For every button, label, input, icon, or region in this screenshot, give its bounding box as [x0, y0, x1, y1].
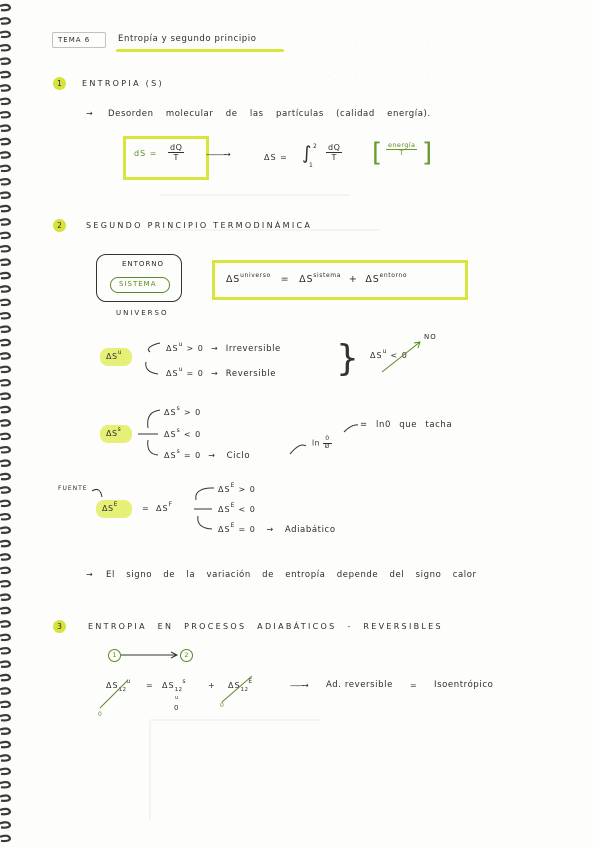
unit-fraction: $\frac{\text{energía}}{T}$: [388, 141, 416, 158]
zero-universe: 0: [98, 711, 102, 718]
adiabatic-reversible: Ad. reversible: [326, 680, 393, 690]
section-title-3: ENTROPIA EN PROCESOS ADIABÁTICOS - REVERSIBLES: [88, 622, 443, 631]
page-title: Entropía y segundo principio: [118, 34, 257, 44]
section-number-3: 3: [53, 620, 66, 633]
universo-label: UNIVERSO: [116, 309, 169, 317]
integrand: $\frac{dQ}{T}$: [328, 143, 341, 163]
show-through: · · · · · · · · · · · · · · ·: [318, 180, 450, 189]
section-title-2: SEGUNDO PRINCIPIO TERMODINÁMICA: [86, 221, 313, 230]
strike-line-icon: [222, 676, 252, 702]
dsu-row-1: $\Delta S^u > 0$ → Irreversible: [166, 341, 281, 354]
ln-expression: ln $\frac{0}{Ø}$: [312, 435, 330, 450]
long-arrow-icon: ———→: [206, 150, 229, 159]
dss-row-3: $\Delta S^s = 0$ → Ciclo: [164, 448, 251, 461]
fuente-label: FUENTE: [58, 485, 88, 492]
arrow-icon: →: [86, 570, 93, 579]
strike-line-icon: [100, 680, 128, 708]
integral-symbol: ∫: [302, 143, 312, 164]
state-1-circle: 1: [108, 649, 121, 662]
section-number-2: 2: [53, 219, 66, 232]
branch-arrow-icon: [148, 440, 158, 455]
entorno-label: ENTORNO: [122, 260, 165, 268]
result-equals: =: [410, 681, 419, 690]
strike-arrow-icon: [382, 342, 420, 372]
dse-row-2: $\Delta S^E < 0$: [218, 502, 256, 514]
branch-arrow-icon: [196, 488, 214, 500]
dq-over-t: $\frac{dQ}{T}$: [170, 143, 183, 163]
integral-upper: 2: [313, 143, 317, 150]
section-title-1: ENTROPIA (S): [82, 79, 164, 88]
unit-bracket-right: ]: [422, 138, 433, 168]
entropy-definition: Desorden molecular de las partículas (calidad energía).: [108, 109, 431, 119]
dse-equals: =: [142, 504, 151, 513]
section-number-1: 1: [53, 77, 66, 90]
sign-note: El signo de la variación de entropía depende del signo calor: [106, 570, 477, 580]
show-through: · · · · · · · · · · · · · · ·: [318, 72, 450, 81]
tema-label: TEMA 6: [58, 36, 91, 44]
adiabatic-plus: +: [208, 681, 217, 690]
dse-row-3: $\Delta S^E = 0$ → Adiabático: [218, 522, 336, 535]
dse-label: $\Delta S^E$: [102, 501, 118, 513]
curly-brace-icon: }: [336, 338, 359, 379]
arrow-icon: →: [86, 109, 93, 118]
dse-fuente: $\Delta S^F$: [156, 501, 173, 513]
zero-system: 0: [174, 704, 179, 712]
curved-pointer-icon: [344, 425, 358, 432]
branch-arrow-icon: [148, 410, 160, 428]
second-law-equation: $\Delta S^{universo} = \Delta S^{sistema} + \Delta S^{entorno}$: [226, 272, 408, 285]
dsu-label: $\Delta S^u$: [106, 349, 122, 361]
impossible-condition: $\Delta S^u < 0$: [370, 348, 408, 360]
hook-arrow-icon: [92, 489, 102, 497]
adiabatic-term-entorno: $\Delta S_{12}^E$: [228, 678, 253, 693]
adiabatic-term-system: $\Delta S_{12}^s$: [162, 678, 187, 693]
zero-system-mark: u: [175, 695, 179, 701]
branch-arrow-icon: [146, 362, 158, 374]
adiabatic-term-universe: $\Delta S_{12}^u$: [106, 678, 131, 693]
long-arrow-icon: ——→: [290, 681, 307, 690]
show-through: [150, 195, 380, 820]
dss-row-2: $\Delta S^s < 0$: [164, 427, 202, 439]
adiabatic-equals: =: [146, 681, 155, 690]
delta-s-integral: ΔS =: [264, 153, 288, 162]
branch-arrow-icon: [148, 343, 160, 352]
integral-lower: 1: [309, 162, 313, 169]
dss-row-1: $\Delta S^s > 0$: [164, 405, 202, 417]
state-2-circle: 2: [180, 649, 193, 662]
sistema-label: SISTEMA: [119, 280, 157, 288]
no-label: NO: [424, 333, 437, 341]
dsu-row-2: $\Delta S^u = 0$ → Reversible: [166, 366, 277, 379]
ds-symbol: dS =: [134, 149, 158, 158]
dss-label: $\Delta S^s$: [106, 426, 122, 438]
show-through: · · · · · · · · · · · · · · ·: [318, 42, 450, 51]
curved-pointer-icon: [290, 445, 306, 454]
unit-bracket-left: [: [372, 138, 383, 168]
ln-note: = ln0 que tacha: [360, 420, 453, 430]
isoentropic-label: Isoentrópico: [434, 680, 494, 690]
dse-row-1: $\Delta S^E > 0$: [218, 482, 256, 494]
branch-arrow-icon: [198, 516, 212, 529]
zero-entorno: 0: [220, 702, 224, 709]
